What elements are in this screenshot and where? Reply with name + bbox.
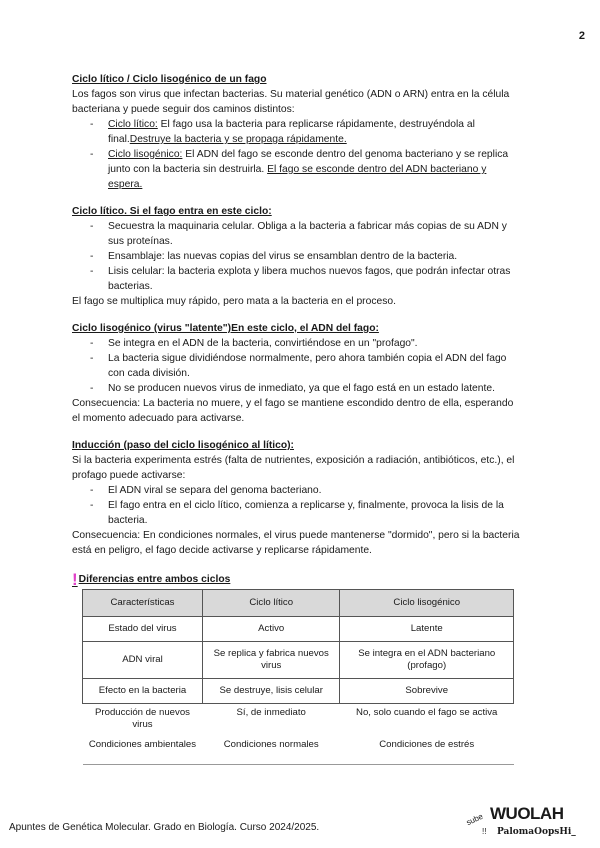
conclusion-paragraph: Consecuencia: La bacteria no muere, y el fago se mantiene escondido dentro de ella, esperando el momento adecuado para activarse. xyxy=(72,398,514,424)
table-cell: Se destruye, lisis celular xyxy=(202,679,339,704)
table-cell: Se integra en el ADN bacteriano (profago) xyxy=(340,642,514,679)
table-cell: Efecto en la bacteria xyxy=(83,679,203,704)
table-cell: Condiciones normales xyxy=(202,736,339,765)
list-item: - La bacteria sigue dividiéndose normalmente, pero ahora también copia el ADN del fago con cada división. xyxy=(72,351,522,381)
text: El ADN del fago se esconde dentro del genoma bacteriano y se replica junto con la bacteria sin destruirla. xyxy=(108,149,509,175)
underlined-text: Destruye la bacteria y se propaga rápidamente. xyxy=(129,134,347,145)
table-cell: Se replica y fabrica nuevos virus xyxy=(202,642,339,679)
lysogenic-steps-list xyxy=(72,336,522,396)
username: PalomaOopsHi_ xyxy=(497,827,576,837)
text: El fago usa la bacteria para replicarse rápidamente, destruyéndola al final. xyxy=(108,119,475,145)
document-body xyxy=(72,72,522,765)
column-header: Ciclo lítico xyxy=(202,590,339,617)
conclusion-paragraph: El fago se multiplica muy rápido, pero mata a la bacteria en el proceso. xyxy=(72,296,396,307)
list-item: - El fago entra en el ciclo lítico, comienza a replicarse y, finalmente, provoca la lisis de la bacteria. xyxy=(72,498,522,528)
list-item: - No se producen nuevos virus de inmediato, ya que el fago está en un estado latente. xyxy=(72,381,522,396)
table-cell: Latente xyxy=(340,617,514,642)
cycles-list xyxy=(72,117,522,192)
sticker-text: sube xyxy=(464,811,485,828)
table-cell: Sobrevive xyxy=(340,679,514,704)
table-row xyxy=(83,736,514,765)
table-cell: Sí, de inmediato xyxy=(202,704,339,737)
table-row xyxy=(83,704,514,737)
section-heading-lytic: Ciclo lítico. Si el fago entra en este ciclo: xyxy=(72,206,272,217)
underlined-text: El fago se esconde dentro del ADN bacteriano y espera. xyxy=(108,164,487,190)
table-row xyxy=(83,679,514,704)
wuolah-logo: WUOLAH xyxy=(490,804,564,823)
list-item xyxy=(72,147,522,192)
sticker-marks: !! xyxy=(482,827,487,836)
lytic-steps-list xyxy=(72,219,522,294)
table-row xyxy=(83,617,514,642)
differences-table xyxy=(82,589,514,765)
table-cell: Condiciones ambientales xyxy=(83,736,203,765)
list-item: - Se integra en el ADN de la bacteria, convirtiéndose en un "profago". xyxy=(72,336,522,351)
table-cell: Estado del virus xyxy=(83,617,203,642)
section-heading-induction: Inducción (paso del ciclo lisogénico al lítico): xyxy=(72,440,294,451)
list-item: - Secuestra la maquinaria celular. Obliga a la bacteria a fabricar más copias de su ADN y sus proteínas. xyxy=(72,219,522,249)
section-heading-lysogenic: Ciclo lisogénico (virus "latente")En este ciclo, el ADN del fago: xyxy=(72,323,379,334)
list-item: - El ADN viral se separa del genoma bacteriano. xyxy=(72,483,522,498)
list-item: - Ensamblaje: las nuevas copias del virus se ensamblan dentro de la bacteria. xyxy=(72,249,522,264)
intro-paragraph: Los fagos son virus que infectan bacterias. Su material genético (ADN o ARN) entra en la célula bacteriana y puede seguir dos caminos distintos: xyxy=(72,89,510,115)
table-cell: No, solo cuando el fago se activa xyxy=(340,704,514,737)
table-cell: Activo xyxy=(202,617,339,642)
term-lytic: Ciclo lítico: xyxy=(108,119,158,130)
table-cell: Producción de nuevos virus xyxy=(83,704,203,737)
footer-text: Apuntes de Genética Molecular. Grado en Biología. Curso 2024/2025. xyxy=(9,822,320,833)
differences-heading xyxy=(72,572,522,587)
column-header: Características xyxy=(83,590,203,617)
section-heading-lytic-lysogenic: Ciclo lítico / Ciclo lisogénico de un fago xyxy=(72,74,267,85)
table-header-row xyxy=(83,590,514,617)
exclamation-icon: ! xyxy=(72,570,78,589)
table-cell: Condiciones de estrés xyxy=(340,736,514,765)
list-item: - Lisis celular: la bacteria explota y libera muchos nuevos fagos, que podrán infectar otras bacterias. xyxy=(72,264,522,294)
conclusion-paragraph: Consecuencia: En condiciones normales, el virus puede mantenerse "dormido", pero si la bacteria está en peligro, el fago decide activarse y replicarse rápidamente. xyxy=(72,530,520,556)
differences-title: Diferencias entre ambos ciclos xyxy=(78,574,231,585)
intro-paragraph: Si la bacteria experimenta estrés (falta de nutrientes, exposición a radiación, antibióticos, etc.), el profago puede activarse: xyxy=(72,455,515,481)
table-cell: ADN viral xyxy=(83,642,203,679)
term-lysogenic: Ciclo lisogénico: xyxy=(108,149,183,160)
induction-steps-list xyxy=(72,483,522,528)
page-number: 2 xyxy=(578,30,585,42)
column-header: Ciclo lisogénico xyxy=(340,590,514,617)
list-item xyxy=(72,117,522,147)
table-row xyxy=(83,642,514,679)
